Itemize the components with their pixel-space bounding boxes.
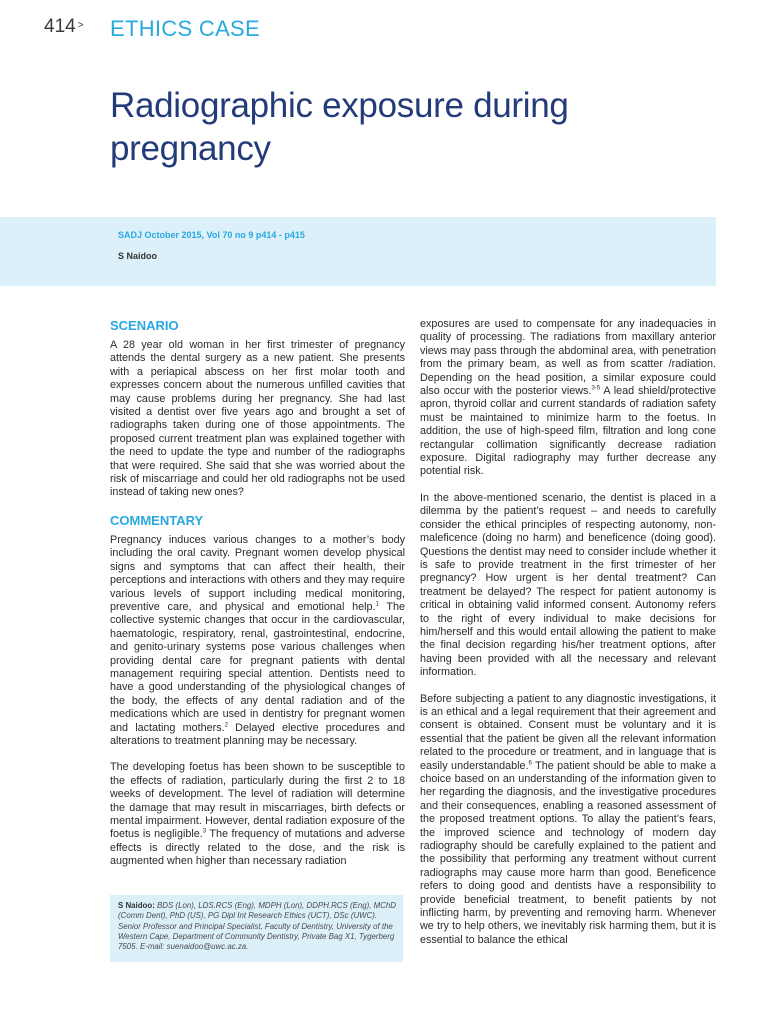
section-label: ETHICS CASE [110, 16, 260, 41]
commentary-paragraph-1 [110, 534, 405, 749]
page-arrow-icon: > [77, 20, 84, 31]
affiliation-name: S Naidoo: [118, 901, 155, 910]
reference-marker: 2 [224, 721, 228, 728]
reference-marker: 3-5 [591, 385, 601, 392]
text-segment: The developing foetus has been shown to be susceptible to the effects of radiation, particularly during the first 2 to 18 weeks of development. The level of radiation will determine the damage that may result in miscarriages, birth defects or mental impairment. However, dental radiation exposure of the foetus is negligible. [110, 761, 405, 841]
right-paragraph-2: In the above-mentioned scenario, the dentist is placed in a dilemma by the patient’s request – and needs to carefully consider the ethical principles of respecting autonomy, non-maleficence (doing no harm) and beneficence (doing good). Questions the dentist may need to consider include whether it is safe to provide treatment in the first trimester of her pregnancy? How urgent is her dental treatment? Can treatment be delayed? The respect for patient autonomy is critical in obtaining valid informed consent. Autonomy refers to the right of every individual to make decisions for him/herself and this would entail allowing the patient to make the final decision regarding his/her treatment options, after having been provided with all the necessary and relevant information. [420, 491, 716, 679]
text-segment: Before subjecting a patient to any diagnostic investigations, it is an ethical and a legal requirement that their agreement and consent is obtained. Consent must be voluntary and it is essential that the patient be given all the relevant information related to the procedure or treatment, and in language that is easily understandable. [420, 692, 716, 772]
text-segment: The patient should be able to make a choice based on an understanding of the information given to her regarding the diagnosis, and the investigative procedures and their consequences, enabling a reasoned assessment of the proposed treatment options. To allay the patient’s fears, the improved science and technology of modern day radiography should be carefully explained to the patient and the possibility that performing any treatment without current radiographs may cause more harm than good. Beneficence refers to doing good and dentists have a responsibility to provide beneficial treatment, to benefit patients by not inflicting harm, by preventing and removing harm. Whenever we try to help others, we inevitably risk harming them, but it is essential to balance the ethical [420, 759, 716, 946]
scenario-heading: SCENARIO [110, 318, 179, 333]
page-number-value: 414 [44, 16, 76, 37]
commentary-heading: COMMENTARY [110, 512, 204, 528]
commentary-paragraph-2 [110, 761, 405, 868]
left-column [110, 318, 405, 882]
author-name: S Naidoo [118, 251, 158, 261]
right-paragraph-3 [420, 693, 716, 948]
citation: SADJ October 2015, Vol 70 no 9 p414 - p415 [118, 230, 305, 240]
article-title: Radiographic exposure during pregnancy [110, 86, 569, 168]
text-segment: A lead shield/protective apron, thyroid collar and current standards of radiation safety must be maintained to minimize harm to the foetus. In addition, the use of high-speed film, filtration and long cone rectangular collimation significantly decrease radiation exposure. Digital radiography may further decrease any potential risk. [420, 385, 717, 478]
text-segment: Pregnancy induces various changes to a mother’s body including the oral cavity. Pregnant women develop physical signs and symptoms that can affect their health, their perceptions and interactions with others and they may require various levels of support including medical monitoring, preventive care, and physical and emotional help. [110, 533, 405, 613]
reference-marker: 3 [202, 828, 207, 835]
text-segment: The collective systemic changes that occur in the cardiovascular, haematologic, respiratory, renal, gastrointestinal, endocrine, and genito-urinary systems pose various challenges when providing dental care for pregnant patients with dental management requiring special attention. Dentists need to have a good understanding of the physiological changes of the body, the effects of any dental radiation and of the medications which are used in dentistry for pregnant women and lactating mothers. [110, 600, 405, 734]
right-paragraph-1 [420, 318, 716, 479]
text-segment: exposures are used to compensate for any inadequacies in quality of processing. The radiations from maxillary anterior views may pass through the abdominal area, with penetration from the primary beam, as well as from scatter /radiation. Depending on the head position, a similar exposure could also occur with the posterior views. [420, 318, 716, 398]
page-number [44, 16, 84, 38]
text-segment: The frequency of mutations and adverse effects is directly related to the dose, and the risk is augmented when higher than necessary radiation [110, 828, 405, 868]
text-segment: Delayed elective procedures and alterations to treatment planning may be necessary. [110, 721, 405, 747]
reference-marker: 1 [375, 601, 379, 608]
reference-marker: 6 [528, 760, 532, 766]
right-column [420, 318, 716, 960]
scenario-paragraph: A 28 year old woman in her first trimester of pregnancy attends the dental surgery as a new patient. She presents with a periapical abscess on her first molar tooth and expresses concern about the numerous unfilled cavities that may cause problems during her pregnancy. She had last visited a dentist over five years ago and brought a set of radiographs taken during one of those appointments. The proposed current treatment plan was explained together with the need to update the type and number of the radiographs that were required. She said that she was worried about the risk of miscarriage and could her old radiographs not be used instead of taking new ones? [110, 339, 405, 499]
citation-band [0, 217, 716, 286]
author-affiliation-box [110, 895, 403, 962]
affiliation-text: BDS (Lon), LDS.RCS (Eng), MDPH (Lon), DDPH.RCS (Eng), MChD (Comm Dent), PhD (US), PG Dipl Int Research Ethics (UCT), DSc (UWC). Senior Professor and Principal Specialist, Faculty of Dentistry, University of the Western Cape, Department of Community Dentistry, Private Bag X1, Tygerberg 7505. E-mail: suenaidoo@uwc.ac.za. [118, 901, 396, 952]
